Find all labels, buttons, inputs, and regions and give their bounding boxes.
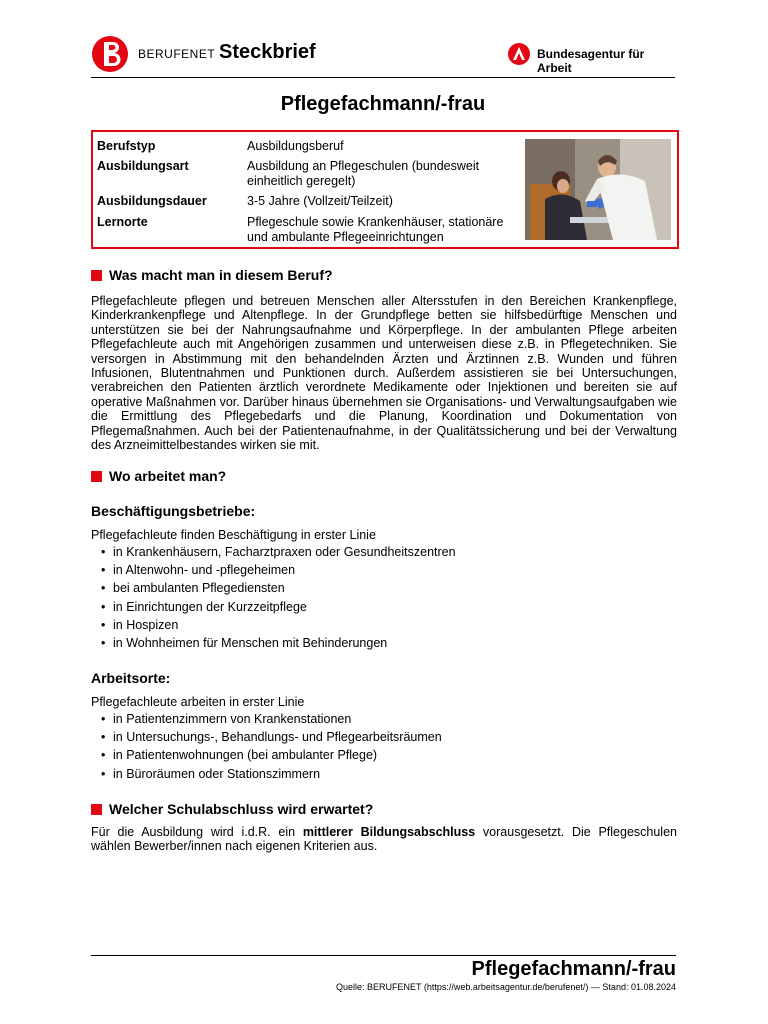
berufenet-logo-icon: [91, 35, 129, 73]
agency-name: Bundesagentur für Arbeit: [537, 47, 645, 75]
employers-list: [101, 543, 456, 652]
footer-title: Pflegefachmann/-frau: [471, 958, 676, 980]
education-text-start: Für die Ausbildung wird i.d.R. ein: [91, 825, 303, 839]
section-heading-text: Was macht man in diesem Beruf?: [109, 267, 333, 283]
section-heading-education: [91, 801, 373, 817]
list-item: • in Untersuchungs-, Behandlungs- und Pflegearbeitsräumen: [101, 728, 442, 746]
employers-intro: Pflegefachleute finden Beschäftigung in erster Linie: [91, 528, 376, 542]
info-value: Ausbildung an Pflegeschulen (bundesweit einheitlich geregelt): [247, 159, 480, 188]
education-paragraph: [91, 825, 677, 854]
list-item: • in Wohnheimen für Menschen mit Behinderungen: [101, 634, 456, 652]
info-value: 3-5 Jahre (Vollzeit/Teilzeit): [247, 194, 393, 208]
red-square-icon: [91, 804, 102, 815]
agency-logo-icon: [508, 43, 530, 65]
list-item: • in Krankenhäusern, Facharztpraxen oder Gesundheitszentren: [101, 543, 456, 561]
workplaces-list: [101, 710, 442, 783]
info-key: Lernorte: [97, 215, 148, 229]
red-square-icon: [91, 471, 102, 482]
info-value: Ausbildungsberuf: [247, 139, 344, 153]
brand-name: BERUFENET: [138, 47, 216, 61]
tasks-paragraph: Pflegefachleute pflegen und betreuen Menschen aller Altersstufen in den Bereichen Krankenpflege, Kinderkrankenpflege und Altenpflege. In der Grundpflege betten sie hilfsbedürftige Menschen und unterstützen sie bei der Nahrungsaufnahme und Körperpflege. In der ambulanten Pflege arbeiten Pflegefachleute auch mit Angehörigen zusammen und unterweisen diese z.B. in Pflegetechniken. Sie versorgen in Abstimmung mit den behandelnden Ärzten und Ärztinnen z.B. Wunden und führen Infusionen, Blutentnahmen und Punktionen durch. Außerdem assistieren sie bei Untersuchungen, verabreichen den Patienten ärztlich verordnete Medikamente oder Injektionen und bereiten sie auf operative Maßnahmen vor. Darüber hinaus übernehmen sie Organisations- und Verwaltungsaufgaben wie die Ermittlung des Pflegebedarfs und die Planung, Koordination und Dokumentation von Pflegemaßnahmen. Auch bei der Patientenaufnahme, in der Qualitätssicherung und bei der Verwaltung des Arzneimittelbestandes wirken sie mit.: [91, 294, 677, 453]
list-item: • bei ambulanten Pflegediensten: [101, 579, 456, 597]
info-key: Ausbildungsdauer: [97, 194, 207, 208]
section-heading-text: Wo arbeitet man?: [109, 468, 227, 484]
list-item: • in Patientenzimmern von Krankenstationen: [101, 710, 442, 728]
section-heading-text: Welcher Schulabschluss wird erwartet?: [109, 801, 374, 817]
doc-type-label: Steckbrief: [219, 41, 316, 63]
list-item: • in Patientenwohnungen (bei ambulanter Pflege): [101, 746, 442, 764]
footer-source: Quelle: BERUFENET (https://web.arbeitsagentur.de/berufenet/) — Stand: 01.08.2024: [335, 982, 676, 992]
section-heading-workplace: [91, 468, 226, 484]
red-square-icon: [91, 270, 102, 281]
workplaces-intro: Pflegefachleute arbeiten in erster Linie: [91, 695, 305, 709]
list-item: • in Büroräumen oder Stationszimmern: [101, 765, 442, 783]
list-item: • in Altenwohn- und -pflegeheimen: [101, 561, 456, 579]
subheading-workplaces: Arbeitsorte:: [91, 670, 171, 686]
info-key: Berufstyp: [97, 139, 156, 153]
section-heading-tasks: [91, 267, 333, 283]
info-box: [91, 130, 679, 249]
education-required-degree: mittlerer Bildungsabschluss: [302, 825, 476, 839]
info-key: Ausbildungsart: [97, 159, 189, 173]
list-item: • in Einrichtungen der Kurzzeitpflege: [101, 598, 456, 616]
list-item: • in Hospizen: [101, 616, 456, 634]
nurse-photo-illustration: [525, 139, 671, 240]
info-value: Pflegeschule sowie Krankenhäuser, stationäre und ambulante Pflegeeinrichtungen: [247, 215, 504, 244]
page-title: Pflegefachmann/-frau: [280, 93, 486, 115]
subheading-employers: Beschäftigungsbetriebe:: [91, 503, 256, 519]
nurse-photo: [525, 139, 671, 240]
page-header: [91, 33, 675, 78]
education-text-end: vorausgesetzt. Die Pflegeschulen wählen Bewerber/innen nach eigenen Kriterien aus.: [91, 825, 677, 854]
footer-divider: [91, 955, 676, 956]
